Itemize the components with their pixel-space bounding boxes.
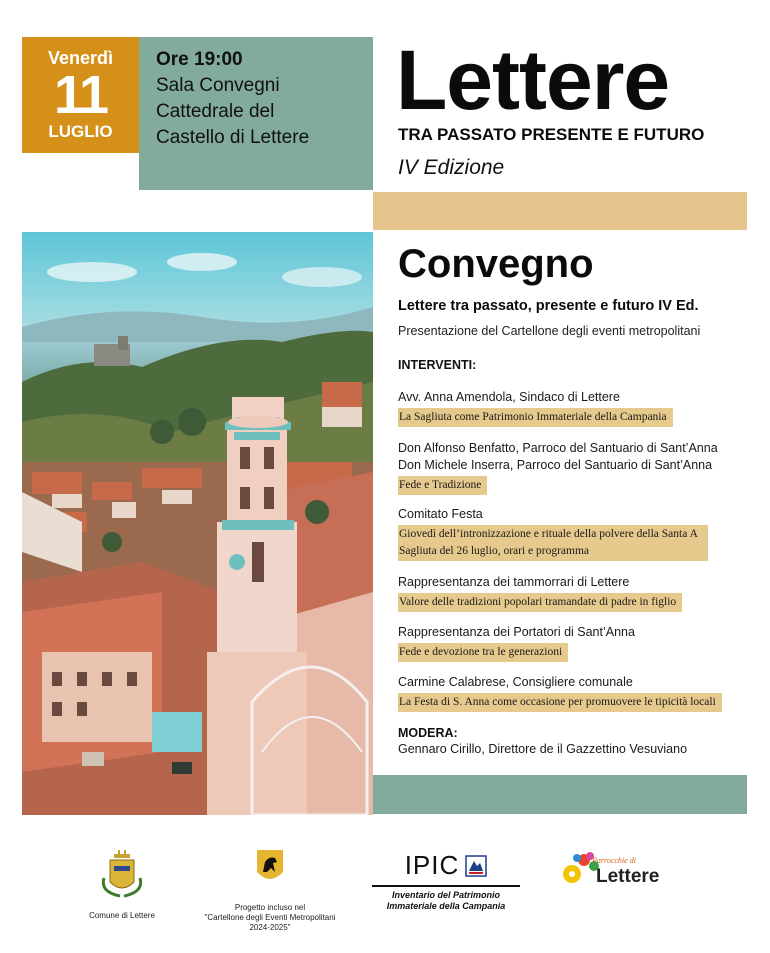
ipic-logo — [366, 850, 526, 912]
modera-label: MODERA: — [398, 726, 458, 740]
intervento-topic: La Sagliuta come Patrimonio Immateriale della Campania — [398, 408, 673, 427]
intervento-topic: Valore delle tradizioni popolari tramandate di padre in figlio — [398, 593, 682, 612]
coat-of-arms-icon — [100, 848, 144, 900]
progetto-caption-line: "Cartellone degli Eventi Metropolitani — [204, 913, 336, 922]
intervento-item — [398, 389, 673, 427]
intervento-item — [398, 506, 708, 561]
date-month: LUGLIO — [48, 122, 113, 141]
comune-logo — [72, 848, 172, 921]
intervento-item — [398, 624, 635, 662]
parrocchie-small-label: Parrocchie di — [592, 856, 636, 865]
progetto-logo — [200, 848, 340, 933]
intervento-speaker: Don Alfonso Benfatto, Parroco del Santuario di Sant’Anna — [398, 441, 718, 455]
ipic-rule — [372, 885, 520, 887]
intervento-item — [398, 674, 722, 712]
intervento-speaker: Don Michele Inserra, Parroco del Santuario di Sant’Anna — [398, 458, 713, 472]
horse-shield-icon — [255, 848, 285, 888]
edition-label: IV Edizione — [398, 156, 505, 179]
town-aerial-photo — [22, 232, 373, 815]
intervento-topic: La Festa di S. Anna come occasione per promuovere le tipicità locali — [398, 693, 722, 712]
parrocchie-name: Lettere — [596, 866, 660, 887]
ipic-name: IPIC — [404, 850, 460, 880]
intervento-speaker: Avv. Anna Amendola, Sindaco di Lettere — [398, 390, 620, 404]
venue-line-1: Sala Convegni — [156, 75, 280, 96]
convegno-title: Convegno — [398, 242, 594, 286]
time-venue-box — [139, 37, 373, 190]
event-time: Ore 19:00 — [156, 49, 243, 70]
progetto-caption-line: 2024-2025" — [249, 923, 291, 932]
date-weekday: Venerdì — [47, 48, 114, 68]
interventi-label: INTERVENTI: — [398, 358, 477, 372]
green-footer-bar — [373, 775, 747, 814]
intervento-item — [398, 440, 718, 495]
intervento-speaker: Carmine Calabrese, Consigliere comunale — [398, 675, 633, 689]
main-title: Lettere — [396, 33, 670, 127]
intervento-topic: Fede e Tradizione — [398, 476, 487, 495]
venue-line-2: Cattedrale del — [156, 101, 275, 122]
gold-divider-bar — [373, 192, 747, 230]
intervento-speaker: Rappresentanza dei Portatori di Sant’Anna — [398, 625, 635, 639]
intervento-topic: Fede e devozione tra le generazioni — [398, 643, 568, 662]
intervento-topic: Giovedì dell’intronizzazione e rituale della polvere della Santa A Sagliuta del 26 luglio, orari e programma — [398, 525, 708, 561]
date-badge — [22, 37, 139, 153]
date-day: 11 — [53, 65, 108, 125]
region-emblem-icon — [465, 855, 487, 877]
venue-line-3: Castello di Lettere — [156, 127, 310, 148]
convegno-description: Presentazione del Cartellone degli eventi metropolitani — [398, 324, 701, 338]
ipic-caption-line: Immateriale della Campania — [386, 901, 506, 911]
intervento-item — [398, 574, 682, 612]
intervento-speaker: Comitato Festa — [398, 507, 483, 521]
intervento-speaker: Rappresentanza dei tammorrari di Lettere — [398, 575, 630, 589]
convegno-subtitle: Lettere tra passato, presente e futuro IV Ed. — [398, 298, 699, 314]
main-subtitle: TRA PASSATO PRESENTE E FUTURO — [398, 125, 705, 144]
progetto-caption-line: Progetto incluso nel — [234, 903, 306, 912]
ipic-caption-line: Inventario del Patrimonio — [391, 890, 501, 900]
comune-caption: Comune di Lettere — [89, 911, 155, 920]
moderator-name: Gennaro Cirillo, Direttore de il Gazzettino Vesuviano — [398, 742, 688, 756]
